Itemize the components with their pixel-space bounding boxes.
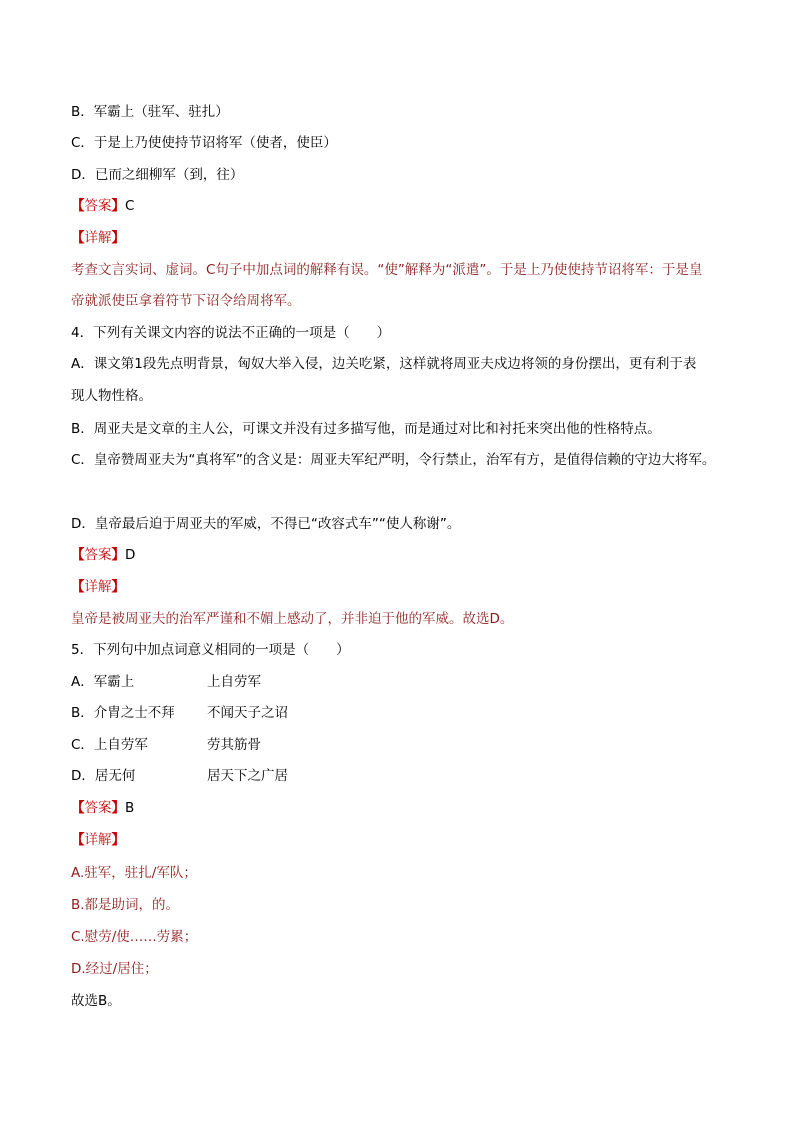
answer-label: 答案 — [84, 198, 112, 214]
q5-explanation-b: B.都是助词，的。 — [71, 897, 180, 913]
answer-label: 答案 — [84, 800, 112, 816]
q5-conclusion: 故选B。 — [71, 993, 121, 1009]
q4-option-d: D．皇帝最后迫于周亚夫的军威，不得已“改容式车”“使人称谢”。 — [71, 516, 461, 532]
q4-option-a-line-1: A．课文第1段先点明背景，匈奴大举入侵，边关吃紧，这样就将周亚夫戍边将领的身份摆出，更有利于表 — [71, 356, 697, 372]
answer-value: C — [125, 198, 135, 214]
option-d-prev: D．已而之细柳军（到，往） — [71, 167, 244, 183]
q5-option-a: A．军霸上 上自劳军 — [71, 674, 261, 690]
q5-option-b: B．介胄之士不拜 不闻天子之诏 — [71, 705, 288, 721]
q4-option-c: C．皇帝赞周亚夫为“真将军”的含义是：周亚夫军纪严明，令行禁止，治军有方，是值得信赖的守边大将军。 — [71, 452, 716, 468]
answer-value: B — [125, 800, 135, 816]
q3-answer: 【答案】C — [71, 198, 135, 214]
q5-option-d: D．居无何 居天下之广居 — [71, 768, 288, 784]
q5-detail-label: 【详解】 — [71, 832, 125, 848]
q3-explanation-line-1: 考查文言实词、虚词。C句子中加点词的解释有误。“使”解释为“派遣”。于是上乃使使持节诏将军：于是皇 — [71, 262, 703, 278]
q3-explanation-line-2: 帝就派使臣拿着符节下诏令给周将军。 — [71, 293, 301, 309]
q4-answer: 【答案】D — [71, 547, 136, 563]
q4-option-b: B．周亚夫是文章的主人公，可课文并没有过多描写他，而是通过对比和衬托来突出他的性格特点。 — [71, 421, 661, 437]
q5-answer: 【答案】B — [71, 800, 135, 816]
answer-value: D — [125, 547, 136, 563]
q4-question: 4．下列有关课文内容的说法不正确的一项是（ ） — [71, 325, 391, 341]
q3-detail-label: 【详解】 — [71, 230, 125, 246]
answer-label: 答案 — [84, 547, 112, 563]
q5-question: 5．下列句中加点词意义相同的一项是（ ） — [71, 642, 350, 658]
q5-explanation-d: D.经过/居住； — [71, 961, 158, 977]
q5-explanation-a: A.驻军，驻扎/军队； — [71, 865, 197, 881]
q4-explanation: 皇帝是被周亚夫的治军严谨和不媚上感动了，并非迫于他的军威。故选D。 — [71, 611, 514, 627]
q5-option-c: C．上自劳军 劳其筋骨 — [71, 737, 261, 753]
q4-detail-label: 【详解】 — [71, 579, 125, 595]
option-c-prev: C．于是上乃使使持节诏将军（使者，使臣） — [71, 135, 337, 151]
q4-option-a-line-2: 现人物性格。 — [71, 388, 152, 404]
q5-explanation-c: C.慰劳/使……劳累； — [71, 929, 198, 945]
option-b-prev: B．军霸上（驻军、驻扎） — [71, 104, 229, 120]
